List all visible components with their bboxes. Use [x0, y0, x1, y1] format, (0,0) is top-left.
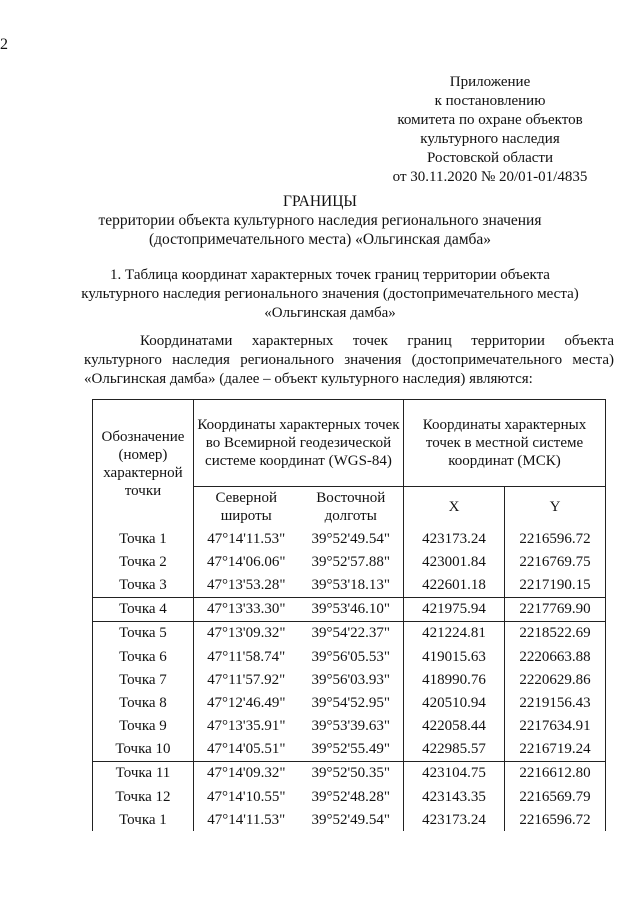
cell-point-name: Точка 5	[93, 621, 194, 645]
table-row	[93, 597, 606, 621]
cell-y: 2217190.15	[504, 573, 605, 597]
cell-y: 2216769.75	[504, 550, 605, 573]
cell-point-name: Точка 11	[93, 761, 194, 785]
cell-x: 423143.35	[404, 785, 505, 808]
header-point-name: Обозначение (номер) характерной точки	[93, 400, 194, 528]
section-line: 1. Таблица координат характерных точек границ территории объекта	[110, 267, 550, 283]
cell-longitude: 39°56'05.53"	[298, 645, 403, 668]
header-lat: Северной широты	[193, 487, 298, 528]
cell-y: 2216596.72	[504, 527, 605, 550]
cell-latitude: 47°13'33.30"	[193, 597, 298, 621]
cell-x: 421975.94	[404, 597, 505, 621]
coordinates-table	[92, 399, 606, 831]
cell-longitude: 39°52'57.88"	[298, 550, 403, 573]
cell-point-name: Точка 1	[93, 527, 194, 550]
document-title	[0, 192, 640, 249]
cell-point-name: Точка 4	[93, 597, 194, 621]
table-row	[93, 785, 606, 808]
cell-latitude: 47°13'09.32"	[193, 621, 298, 645]
cell-point-name: Точка 12	[93, 785, 194, 808]
cell-point-name: Точка 6	[93, 645, 194, 668]
cell-longitude: 39°54'22.37"	[298, 621, 403, 645]
cell-point-name: Точка 8	[93, 691, 194, 714]
cell-latitude: 47°11'58.74"	[207, 648, 286, 665]
table-row	[93, 668, 606, 691]
cell-latitude: 47°14'05.51"	[206, 741, 286, 758]
cell-longitude: 39°52'50.35"	[298, 761, 403, 785]
cell-y: 2218522.69	[504, 621, 605, 645]
cell-longitude: 39°53'18.13"	[298, 573, 403, 597]
cell-point-name: Точка 1	[93, 808, 194, 831]
cell-y: 2216596.72	[504, 808, 605, 831]
cell-x: 422058.44	[404, 715, 505, 738]
appendix-line: комитета по охране объектов	[397, 112, 583, 128]
cell-longitude: 39°52'48.28"	[298, 785, 403, 808]
cell-y: 2216719.24	[504, 738, 605, 762]
header-y: Y	[504, 487, 605, 528]
cell-latitude: 47°14'06.06"	[206, 553, 286, 570]
cell-latitude: 47°14'09.32"	[193, 761, 298, 785]
cell-longitude: 39°56'03.93"	[298, 668, 403, 691]
page-number: 2	[0, 36, 8, 53]
table-row	[93, 715, 606, 738]
cell-y: 2219156.43	[504, 691, 605, 714]
cell-latitude: 47°12'46.49"	[206, 694, 286, 711]
cell-latitude: 47°13'53.28"	[206, 576, 286, 593]
section-line: культурного наследия регионального значения (достопримечательного места)	[81, 286, 579, 302]
cell-y: 2220629.86	[504, 668, 605, 691]
cell-point-name: Точка 7	[93, 668, 194, 691]
header-x: X	[404, 487, 505, 528]
cell-x: 422601.18	[404, 573, 505, 597]
cell-x: 418990.76	[404, 668, 505, 691]
section-heading	[60, 266, 600, 323]
header-lon: Восточной долготы	[298, 487, 403, 528]
appendix-line: культурного наследия	[420, 131, 560, 147]
cell-longitude: 39°52'49.54"	[298, 527, 403, 550]
table-row	[93, 645, 606, 668]
cell-x: 420510.94	[404, 691, 505, 714]
cell-y: 2217634.91	[504, 715, 605, 738]
table-row	[93, 573, 606, 597]
header-msk: Координаты характерных точек в местной системе координат (МСК)	[404, 400, 606, 487]
cell-y: 2216569.79	[504, 785, 605, 808]
table-row	[93, 738, 606, 762]
cell-latitude: 47°13'35.91"	[206, 718, 286, 735]
title-line: территории объекта культурного наследия регионального значения	[98, 212, 542, 229]
cell-longitude: 39°52'49.54"	[298, 808, 403, 831]
cell-latitude: 47°11'57.92"	[207, 671, 286, 688]
table-row	[93, 761, 606, 785]
cell-x: 423173.24	[404, 808, 505, 831]
intro-paragraph	[84, 332, 614, 389]
header-wgs: Координаты характерных точек во Всемирной геодезической системе координат (WGS-84)	[193, 400, 403, 487]
appendix-line: от 30.11.2020 № 20/01-01/4835	[392, 169, 588, 185]
title-heading: ГРАНИЦЫ	[283, 193, 357, 210]
table-row	[93, 621, 606, 645]
cell-point-name: Точка 9	[93, 715, 194, 738]
cell-latitude: 47°14'10.55"	[206, 788, 286, 805]
table-row	[93, 527, 606, 550]
cell-point-name: Точка 3	[93, 573, 194, 597]
appendix-line: Ростовской области	[427, 150, 553, 166]
table-header-row	[93, 400, 606, 487]
cell-point-name: Точка 2	[93, 550, 194, 573]
cell-y: 2216612.80	[504, 761, 605, 785]
cell-x: 422985.57	[404, 738, 505, 762]
table-row	[93, 691, 606, 714]
cell-x: 423104.75	[404, 761, 505, 785]
cell-latitude: 47°14'11.53"	[207, 811, 286, 828]
cell-longitude: 39°53'46.10"	[298, 597, 403, 621]
cell-x: 421224.81	[404, 621, 505, 645]
cell-y: 2217769.90	[504, 597, 605, 621]
table-row	[93, 550, 606, 573]
cell-longitude: 39°53'39.63"	[298, 715, 403, 738]
appendix-line: к постановлению	[434, 93, 546, 109]
intro-text: Координатами характерных точек границ территории объекта культурного наследия регионального значения (достопримечательного места) «Ольгинская дамба» (далее – объект культурного наследия) являются:	[84, 333, 614, 387]
appendix-block	[360, 73, 620, 187]
cell-y: 2220663.88	[504, 645, 605, 668]
cell-x: 423173.24	[404, 527, 505, 550]
table-row	[93, 808, 606, 831]
cell-point-name: Точка 10	[93, 738, 194, 762]
title-line: (достопримечательного места) «Ольгинская дамба»	[148, 231, 492, 248]
cell-x: 419015.63	[404, 645, 505, 668]
section-line: «Ольгинская дамба»	[264, 305, 396, 321]
cell-latitude: 47°14'11.53"	[207, 530, 286, 547]
cell-longitude: 39°54'52.95"	[298, 691, 403, 714]
appendix-line: Приложение	[449, 74, 531, 90]
cell-x: 423001.84	[404, 550, 505, 573]
cell-longitude: 39°52'55.49"	[298, 738, 403, 762]
